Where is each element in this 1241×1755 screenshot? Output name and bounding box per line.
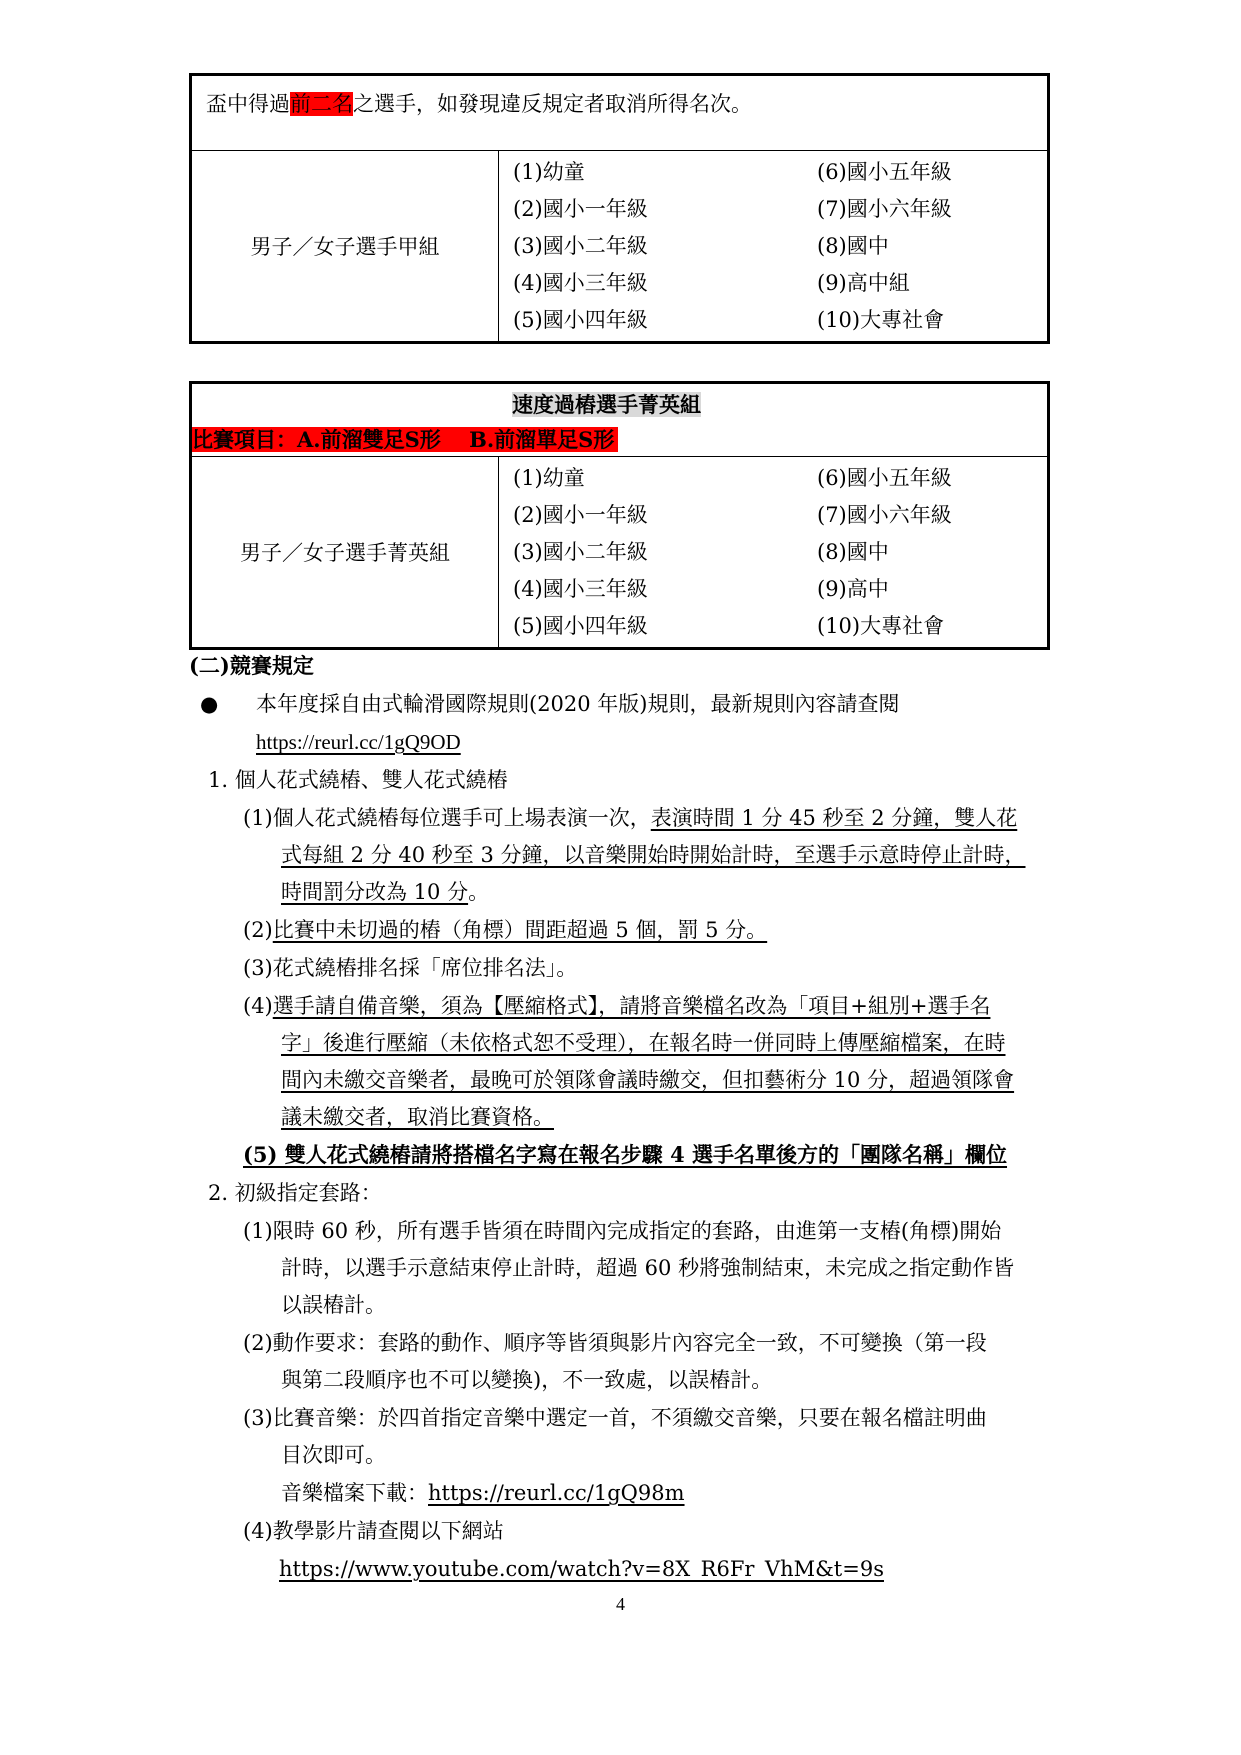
- elite-title: 速度過樁選手菁英組: [512, 392, 701, 417]
- video-link[interactable]: https://www.youtube.com/watch?v=8X_R6Fr_VhM&t=9s: [279, 1557, 884, 1581]
- list-item: (8)國中: [817, 233, 889, 258]
- bullet-text: 本年度採自由式輪滑國際規則(2020 年版)規則，最新規則內容請查閱: [256, 692, 900, 716]
- music-download-line: [281, 1478, 685, 1508]
- item1-sub3: (3)花式繞樁排名採「席位排名法」。: [243, 956, 578, 980]
- note-highlight: 前二名: [290, 92, 353, 116]
- table-note-row: [191, 75, 1049, 151]
- group-label: 男子／女子選手甲組: [250, 235, 440, 259]
- elite-header-row: [191, 383, 1049, 457]
- list-item: (1)幼童: [513, 465, 585, 490]
- list-item: (6)國小五年級: [817, 159, 952, 184]
- list-item: (4)國小三年級: [513, 270, 648, 295]
- item1-sub4-line4: 議未繳交者，取消比賽資格。: [281, 1105, 554, 1129]
- item1-sub4-line1: (4)選手請自備音樂，須為【壓縮格式】，請將音樂檔名改為「項目+組別+選手名: [243, 994, 991, 1018]
- list-item: (7)國小六年級: [817, 196, 952, 221]
- item1-title: 1. 個人花式繞樁、雙人花式繞樁: [208, 768, 508, 792]
- group-label-cell: [191, 457, 499, 649]
- list-item: (7)國小六年級: [817, 502, 952, 527]
- item1-sub1-line2: 式每組 2 分 40 秒至 3 分鐘，以音樂開始時開始計時，至選手示意時停止計時，: [281, 843, 1026, 867]
- list-item: (2)國小一年級: [513, 196, 648, 221]
- list-item: (9)高中: [817, 576, 889, 601]
- music-download-link[interactable]: https://reurl.cc/1gQ98m: [428, 1481, 685, 1505]
- item2-sub4: (4)教學影片請查閱以下網站: [243, 1519, 504, 1543]
- group-a-table: [189, 73, 1050, 344]
- group-list-cell: [499, 151, 1049, 343]
- item2-sub2-line2: 與第二段順序也不可以變換)，不一致處，以誤樁計。: [281, 1368, 773, 1392]
- item2-sub3-line2: 目次即可。: [281, 1443, 386, 1467]
- note-text-post: 之選手，如發現違反規定者取消所得名次。: [353, 92, 752, 116]
- note-text-pre: 盃中得過: [206, 92, 290, 116]
- item2-sub2-line1: (2)動作要求：套路的動作、順序等皆須與影片內容完全一致，不可變換（第一段: [243, 1331, 987, 1355]
- list-item: (3)國小二年級: [513, 539, 648, 564]
- list-item: (10)大專社會: [817, 307, 945, 332]
- item1-sub5: (5) 雙人花式繞樁請將搭檔名字寫在報名步驟 4 選手名單後方的「團隊名稱」欄位: [243, 1142, 1008, 1167]
- events-label: 比賽項目：A.前溜雙足S形 B.前溜單足S形: [192, 427, 618, 452]
- item1-sub4-line2: 字」後進行壓縮（未依格式恕不受理），在報名時一併同時上傳壓縮檔案，在時: [281, 1031, 1006, 1055]
- item2-sub1-line3: 以誤樁計。: [281, 1293, 386, 1317]
- list-item: (9)高中組: [817, 270, 910, 295]
- item1-sub2: (2)比賽中未切過的樁（角標）間距超過 5 個，罰 5 分。: [243, 918, 768, 942]
- list-item: (10)大專社會: [817, 613, 945, 638]
- group-label-cell: [191, 151, 499, 343]
- group-list-left: [499, 460, 803, 645]
- item1-sub4-line3: 間內未繳交音樂者，最晚可於領隊會議時繳交，但扣藝術分 10 分，超過領隊會: [281, 1068, 1015, 1092]
- item1-sub1-line3: 時間罰分改為 10 分。: [281, 880, 490, 904]
- rules-link[interactable]: https://reurl.cc/1gQ9OD: [256, 730, 461, 754]
- group-list-left: [499, 154, 803, 339]
- music-download-label: 音樂檔案下載：: [281, 1481, 428, 1505]
- item2-sub1-line1: (1)限時 60 秒，所有選手皆須在時間內完成指定的套路，由進第一支樁(角標)開始: [243, 1219, 1002, 1243]
- item2-sub3-line1: (3)比賽音樂：於四首指定音樂中選定一首，不須繳交音樂，只要在報名檔註明曲: [243, 1406, 987, 1430]
- list-item: (3)國小二年級: [513, 233, 648, 258]
- section-heading: (二)競賽規定: [189, 653, 314, 678]
- group-label: 男子／女子選手菁英組: [240, 541, 450, 565]
- list-item: (1)幼童: [513, 159, 585, 184]
- list-item: (5)國小四年級: [513, 307, 648, 332]
- list-item: (5)國小四年級: [513, 613, 648, 638]
- bullet-icon: ●: [200, 692, 219, 716]
- list-item: (2)國小一年級: [513, 502, 648, 527]
- item1-sub1-line1: (1)個人花式繞樁每位選手可上場表演一次，表演時間 1 分 45 秒至 2 分鐘，雙人花: [243, 806, 1018, 830]
- item2-title: 2. 初級指定套路：: [208, 1181, 382, 1205]
- elite-group-table: [189, 381, 1050, 650]
- item2-sub1-line2: 計時，以選手示意結束停止計時，超過 60 秒將強制結束，未完成之指定動作皆: [281, 1256, 1015, 1280]
- group-list-right: [803, 154, 1047, 339]
- list-item: (8)國中: [817, 539, 889, 564]
- page-number: 4: [616, 1594, 625, 1614]
- list-item: (4)國小三年級: [513, 576, 648, 601]
- list-item: (6)國小五年級: [817, 465, 952, 490]
- group-list-cell: [499, 457, 1049, 649]
- group-list-right: [803, 460, 1047, 645]
